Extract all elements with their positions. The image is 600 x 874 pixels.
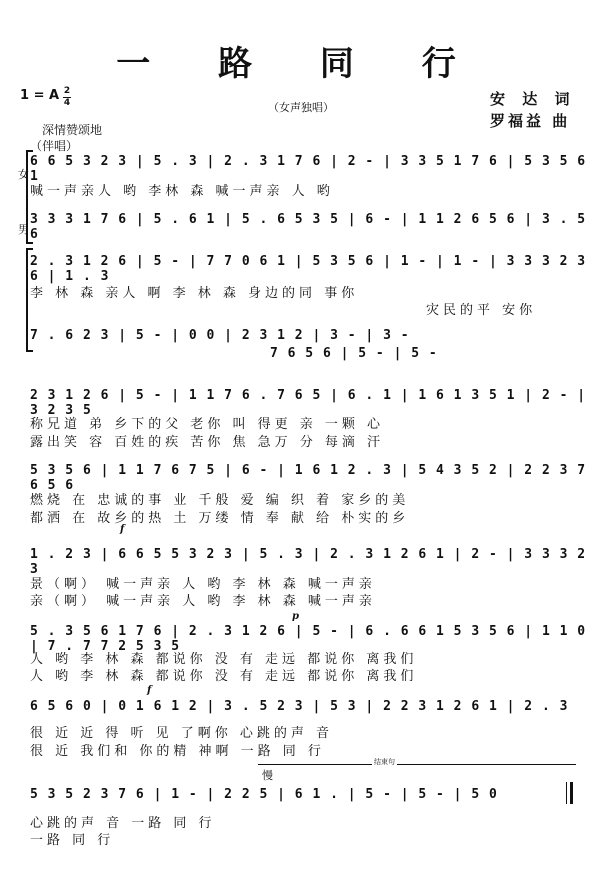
ending-bracket	[258, 764, 576, 765]
dynamic-mark: p	[292, 611, 299, 622]
score-row: 5 . 3 5 6 1 7 6 | 2 . 3 1 2 6 | 5 - | 6 . 6 6 1 5 3 5 6 | 1 1 0 | 7 . 7 7 2 5 3 5	[30, 624, 587, 654]
lyric-line: 很 近 我们和 你的精 神啊 一路 同 行	[30, 744, 325, 759]
score-row: 2 . 3 1 2 6 | 5 - | 7 7 0 6 1 | 5 3 5 6 | 1 - | 1 - | 3 3 3 2 3 6 | 1 . 3	[30, 254, 587, 284]
meter-top: 2	[63, 86, 71, 96]
lyric-line: 都洒 在 故乡的热 土 万缕 情 奉 献 给 朴实的乡	[30, 511, 410, 526]
accompaniment-label: （伴唱）	[30, 139, 79, 153]
lyric-line: 一路 同 行	[30, 833, 115, 848]
lyric-line: 人 哟 李 林 森 都说你 没 有 走远 都说你 离我们	[30, 669, 418, 684]
lyric-line: 称兄道 弟 乡下的父 老你 叫 得更 亲 一颗 心	[30, 417, 385, 432]
performance-note: （女声独唱）	[268, 101, 334, 114]
lyric-line: 亲（啊） 喊一声亲 人 哟 李 林 森 喊一声亲	[30, 594, 376, 609]
barline	[566, 782, 567, 804]
lyric-line: 景（啊） 喊一声亲 人 哟 李 林 森 喊一声亲	[30, 577, 376, 592]
song-title: 一 路 同 行	[116, 44, 484, 84]
score-row: 5 3 5 2 3 7 6 | 1 - | 2 2 5 | 6 1 . | 5 - | 5 - | 5 0	[30, 787, 498, 802]
score-row-lower: 7 6 5 6 | 5 - | 5 -	[270, 346, 438, 361]
score-row: 5 3 5 6 | 1 1 7 6 7 5 | 6 - | 1 6 1 2 . 3 | 5 4 3 5 2 | 2 2 3 7 6 5 6	[30, 463, 587, 493]
score-row: 6 5 6 0 | 0 1 6 1 2 | 3 . 5 2 3 | 5 3 | 2 2 3 1 2 6 1 | 2 . 3	[30, 699, 569, 714]
ending-label: 结束句	[374, 758, 395, 766]
score-row-female: 6 6 5 3 2 3 | 5 . 3 | 2 . 3 1 7 6 | 2 - | 3 3 5 1 7 6 | 5 3 5 6 1	[30, 154, 587, 184]
lyric-line: 灾民的平 安你	[426, 303, 537, 318]
lyric-line: 很 近 近 得 听 见 了啊你 心跳的声 音	[30, 726, 334, 741]
score-row-lower: 7 . 6 2 3 | 5 - | 0 0 | 2 3 1 2 | 3 - | 3 -	[30, 328, 410, 343]
lyric-line: 喊一声亲人 哟 李林 森 喊一声亲 人 哟	[30, 184, 334, 199]
time-signature	[63, 86, 71, 109]
lyric-line: 燃烧 在 忠诚的事 业 千般 爱 编 织 着 家乡的美	[30, 493, 410, 508]
dynamic-mark: f	[120, 524, 125, 535]
score-row: 2 3 1 2 6 | 5 - | 1 1 7 6 . 7 6 5 | 6 . 1 | 1 6 1 3 5 1 | 2 - | 3 2 3 5	[30, 388, 587, 418]
male-voice-label: 男	[18, 223, 29, 236]
female-voice-label: 女	[18, 168, 29, 181]
score-row: 1 . 2 3 | 6 6 5 5 3 2 3 | 5 . 3 | 2 . 3 1 2 6 1 | 2 - | 3 3 3 2 3	[30, 547, 587, 577]
score-row-male: 3 3 3 1 7 6 | 5 . 6 1 | 5 . 6 5 3 5 | 6 - | 1 1 2 6 5 6 | 3 . 5 6	[30, 212, 587, 242]
lyric-line: 李 林 森 亲人 啊 李 林 森 身边的同 事你	[30, 286, 359, 301]
lyricist-credit: 安 达 词	[490, 90, 576, 108]
lyric-line: 心跳的声 音 一路 同 行	[30, 816, 216, 831]
tempo-mark: 慢	[262, 769, 273, 782]
lyric-line: 露出笑 容 百姓的疾 苦你 焦 急万 分 每滴 汗	[30, 435, 385, 450]
composer-credit: 罗福益 曲	[490, 112, 571, 130]
lyric-line: 人 哟 李 林 森 都说你 没 有 走远 都说你 离我们	[30, 652, 418, 667]
expression-mark: 深情赞颂地	[42, 123, 103, 137]
key-signature: 1 = A	[20, 88, 60, 103]
meter-bottom: 4	[63, 98, 71, 108]
final-barline	[570, 782, 573, 804]
dynamic-mark: f	[147, 685, 152, 696]
